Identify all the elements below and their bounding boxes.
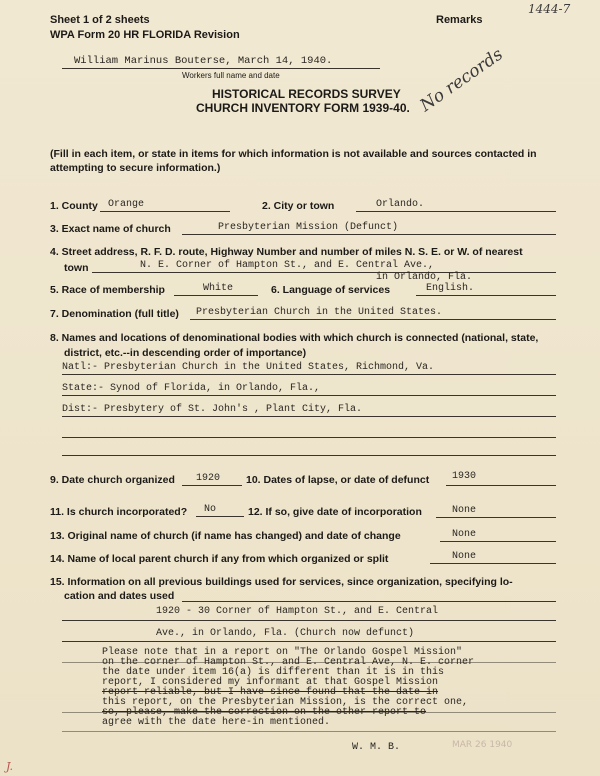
incorporated-label: 11. Is church incorporated? [50,506,188,518]
worker-initials: W. M. B. [352,742,401,753]
race-value: White [203,283,234,294]
church-name-label: 3. Exact name of church [50,223,171,235]
note-line-3: the date under item 16(a) is different than it is in this [102,667,445,678]
church-name-value: Presbyterian Mission (Defunct) [218,222,399,233]
denomination-value: Presbyterian Church in the United States. [196,307,443,318]
county-line [100,211,230,212]
organized-label: 9. Date church organized [50,474,175,486]
note-rule-3 [62,731,556,732]
bodies-label-2: district, etc.--in descending order of importance) [64,347,307,359]
lapse-line [446,485,556,486]
bodies-label-1: 8. Names and locations of denominational bodies with which church is connected (national, state, [50,332,539,344]
parent-church-value: None [452,551,477,562]
original-name-line [440,541,556,542]
worker-line [62,68,380,69]
worker-caption: Workers full name and date [182,71,280,80]
buildings-label-2: cation and dates used [64,590,175,602]
address-value: N. E. Corner of Hampton St., and E. Central Ave., [140,260,435,271]
incorp-date-line [436,517,556,518]
buildings-line-2 [62,641,556,642]
note-line-2: on the corner of Hampton St., and E. Central Ave, N. E. corner [102,657,475,668]
bodies-line-2 [62,395,556,396]
note-rule-1 [62,662,556,663]
body-state: State:- Synod of Florida, in Orlando, Fla., [62,383,321,394]
bodies-line-4 [62,437,556,438]
buildings-line-0 [182,601,556,602]
worker-name-date: William Marinus Bouterse, March 14, 1940. [74,55,333,67]
incorp-date-label: 12. If so, give date of incorporation [248,506,422,518]
form-subtitle: CHURCH INVENTORY FORM 1939-40. [196,101,410,115]
organized-line [182,485,242,486]
form-id: WPA Form 20 HR FLORIDA Revision [50,29,240,41]
buildings-value-1: 1920 - 30 Corner of Hampton St., and E. Central [156,606,439,617]
city-value: Orlando. [376,199,425,210]
bodies-line-1 [62,374,556,375]
address-value-2: in Orlando, Fla. [376,272,473,283]
body-district: Dist:- Presbytery of St. John's , Plant City, Fla. [62,404,363,415]
no-records-annotation: No records [416,44,507,116]
received-stamp: MAR 26 1940 [452,740,513,750]
county-label: 1. County [50,200,98,212]
town-label: town [64,262,89,274]
parent-church-line [430,563,556,564]
county-value: Orange [108,199,145,210]
race-line [174,295,258,296]
language-label: 6. Language of services [271,284,391,296]
buildings-label-1: 15. Information on all previous buildings used for services, since organization, specifying lo- [50,576,513,588]
organized-value: 1920 [196,473,221,484]
instructions: (Fill in each item, or state in items for which information is not available and sources contacted in attempting to secure information.) [50,148,537,174]
denomination-line [190,319,556,320]
bodies-line-3 [62,416,556,417]
lapse-value: 1930 [452,471,477,482]
buildings-value-2: Ave., in Orlando, Fla. (Church now defunct) [156,628,415,639]
city-label: 2. City or town [262,200,335,212]
bodies-line-5 [62,455,556,456]
language-value: English. [426,283,475,294]
note-line-8: agree with the date here-in mentioned. [102,717,331,728]
city-line [356,211,556,212]
body-national: Natl:- Presbyterian Church in the United States, Richmond, Va. [62,362,435,373]
lapse-label: 10. Dates of lapse, or date of defunct [246,474,430,486]
note-line-5: report reliable, but I have since found that the date in [102,687,439,698]
incorporated-value: No [204,504,217,515]
note-rule-2 [62,712,556,713]
sheet-indicator: Sheet 1 of 2 sheets [50,14,150,26]
denomination-label: 7. Denomination (full title) [50,308,179,320]
original-name-label: 13. Original name of church (if name has changed) and date of change [50,530,401,542]
address-label: 4. Street address, R. F. D. route, Highway Number and number of miles N. S. E. or W. of nearest [50,246,523,258]
corner-number: 1444-7 [528,2,571,16]
note-line-6: this report, on the Presbyterian Mission, is the correct one, [102,697,469,708]
incorp-date-value: None [452,505,477,516]
address-line [92,272,556,273]
race-label: 5. Race of membership [50,284,165,296]
original-name-value: None [452,529,477,540]
note-line-4: report, I considered my informant at that Gospel Mission [102,677,439,688]
margin-mark: J. [6,760,14,773]
note-line-7: so, please, make the correction on the other report to [102,707,427,718]
buildings-line-1 [62,620,556,621]
language-line [416,295,556,296]
note-line-1: Please note that in a report on "The Orlando Gospel Mission" [102,647,463,658]
church-name-line [182,234,556,235]
incorporated-line [196,516,244,517]
form-title: HISTORICAL RECORDS SURVEY [212,87,401,101]
parent-church-label: 14. Name of local parent church if any from which organized or split [50,553,389,565]
remarks-heading: Remarks [436,14,483,26]
